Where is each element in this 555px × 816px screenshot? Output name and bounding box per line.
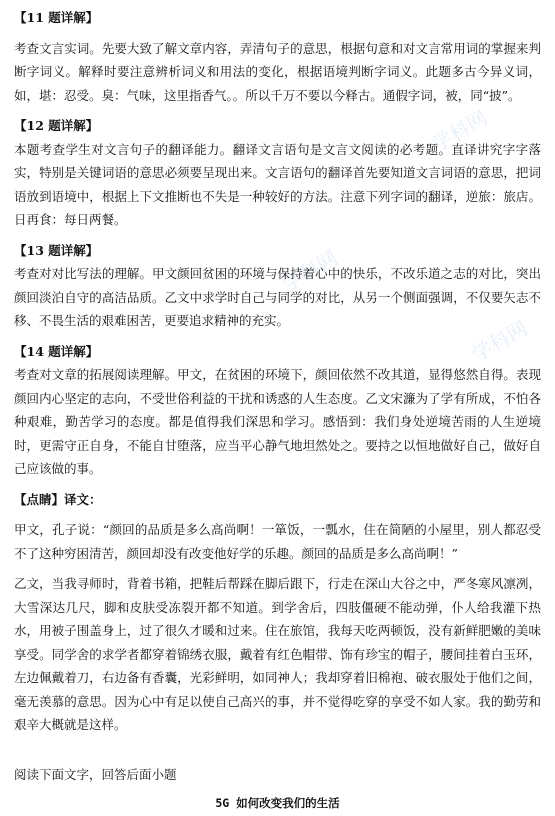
watermark: 学科网	[277, 245, 342, 297]
section-11-text: 考查文言实词。先要大致了解文章内容，弄清句子的意思，根据句意和对文言常用词的掌握来判断字词义。解释时要注意辨析词义和用法的变化，根据语境判断字词义。此题多古今异义词，如，堪：忍受。臭：气味，这里指香气。。所以千万不要以今释古。通假字词，被，同“披”。	[14, 40, 541, 103]
translation-yi: 乙文，当我寻师时，背着书箱，把鞋后帮踩在脚后跟下，行走在深山大谷之中，严冬寒风凛冽，大雪深达几尺，脚和皮肤受冻裂开都不知道。到学舍后，四肢僵硬不能动弹，仆人给我灌下热水，用被子围盖身上，过了很久才暖和过来。住在旅馆，我每天吃两顿饭，没有新鲜肥嫩的美味享受。同学舍的求学者都穿着锦绣衣服，戴着有红色帽带、饰有珍宝的帽子，腰间挂着白玉环，左边佩戴着刀，右边备有香囊，光彩鲜明，如同神人；我却穿着旧棉袍、破衣服处于他们之间，毫无羡慕的意思。因为心中有足以使自己高兴的事，并不觉得吃穿的享受不如人家。我的勤劳和艰辛大概就是这样。	[14, 576, 541, 732]
watermark: 学科网	[427, 105, 492, 157]
section-12-heading: 【12 题详解】	[14, 118, 99, 133]
section-11-heading: 【11 题详解】	[14, 10, 99, 25]
dianjing-heading: 【点睛】译文：	[14, 491, 102, 507]
reading-instruction: 阅读下面文字，回答后面小题	[14, 766, 177, 782]
section-13-text: 考查对对比写法的理解。甲文颜回贫困的环境与保持着心中的快乐，不改乐道之志的对比，突出颜回淡泊自守的高洁品质。乙文中求学时自己与同学的对比，从另一个侧面强调，不仅要矢志不移、不畏生活的艰难困苦，更要追求精神的充实。	[14, 266, 541, 328]
translation-jia: 甲文，孔子说：“颜回的品质是多么高尚啊！一箪饭，一瓢水，住在简陋的小屋里，别人都忍受不了这种穷困清苦，颜回却没有改变他好学的乐趣。颜回的品质是多么高尚啊！”	[14, 522, 541, 561]
section-14-heading: 【14 题详解】	[14, 343, 99, 359]
section-14-text: 考查对文章的拓展阅读理解。甲文，在贫困的环境下，颜回依然不改其道，显得悠然自得。表现颜回内心坚定的志向，不受世俗利益的干扰和诱惑的人生态度。乙文宋濂为了学有所成，不怕各种艰难，勤苦学习的态度。都是值得我们深思和学习。感悟到：我们身处逆境苦雨的人生逆境时，更需守正自身，不能自甘堕落，应当平心静气地坦然处之。要持之以恒地做好自己，做好自己应该做的事。	[14, 367, 541, 476]
next-passage-title: 5G 如何改变我们的生活	[215, 796, 340, 810]
watermark: 学科网	[467, 315, 532, 367]
section-13-heading: 【13 题详解】	[14, 242, 99, 258]
section-12-text: 本题考查学生对文言句子的翻译能力。翻译文言语句是文言文阅读的必考题。直译讲究字字落实，特别是关键词语的意思必须要呈现出来。文言语句的翻译首先要知道文言词语的意思，把词语放到语境中，根据上下文推断也不失是一种较好的方法。注意下列字词的翻译，逆旅：旅店。日再食：每日两餐。	[14, 141, 541, 227]
